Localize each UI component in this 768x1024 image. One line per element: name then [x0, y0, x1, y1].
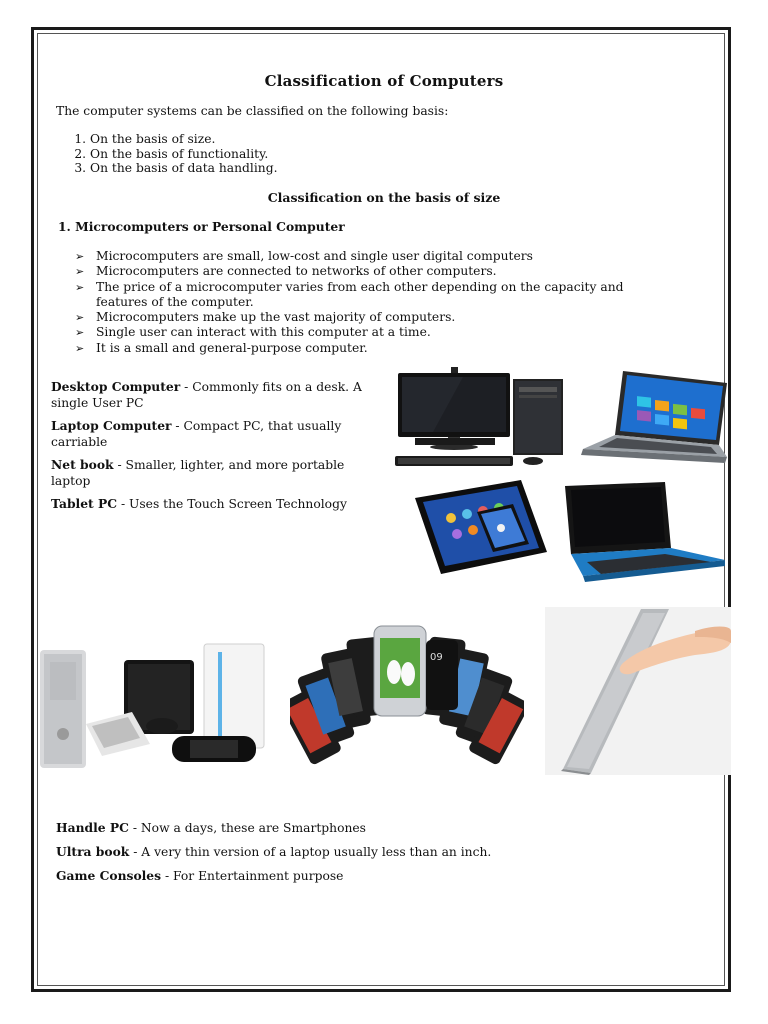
definition-handle-pc — [56, 820, 366, 835]
basis-list — [56, 132, 277, 176]
definition-desktop — [51, 379, 381, 411]
definition-term: Net book — [51, 457, 114, 472]
definition-desc: - Smaller, lighter, and more portable laptop — [51, 458, 345, 488]
section-subtitle: Classification on the basis of size — [267, 190, 501, 205]
phone-clock-text: 09 — [430, 652, 443, 663]
bullet-item — [75, 249, 675, 264]
definition-desc: - Uses the Touch Screen Technology — [117, 497, 347, 511]
laptop-image — [569, 367, 729, 477]
arrow-bullet-icon: ➢ — [75, 311, 85, 325]
bullet-text: It is a small and general-purpose computer. — [96, 340, 368, 355]
bullet-text: Microcomputers make up the vast majority of computers. — [96, 310, 456, 325]
bullet-item — [75, 280, 675, 311]
bullet-list — [75, 249, 675, 356]
intro-text: The computer systems can be classified on the following basis: — [56, 104, 449, 118]
bullet-text: Microcomputers are connected to networks of other computers. — [96, 264, 497, 279]
bullet-text: Microcomputers are small, low-cost and single user digital computers — [96, 249, 533, 263]
definition-desc: - A very thin version of a laptop usually less than an inch. — [129, 845, 492, 859]
bullet-text: Single user can interact with this computer at a time. — [96, 325, 431, 340]
bullet-item — [75, 264, 675, 279]
desktop-computer-image — [393, 367, 565, 469]
definition-term: Tablet PC — [51, 496, 118, 511]
smartphones-image — [290, 624, 524, 774]
definition-tablet — [51, 496, 381, 513]
game-consoles-image — [40, 638, 266, 772]
basis-item: 2. On the basis of functionality. — [90, 147, 277, 162]
bullet-item — [75, 310, 675, 325]
definition-ultrabook — [56, 844, 491, 859]
definition-desc: - Compact PC, that usually carriable — [51, 419, 342, 449]
definition-netbook — [51, 457, 381, 489]
section-heading: 1. Microcomputers or Personal Computer — [58, 219, 345, 234]
definition-term: Ultra book — [56, 844, 130, 859]
definition-term: Game Consoles — [56, 868, 162, 883]
definition-term: Desktop Computer — [51, 379, 181, 394]
netbook-image — [561, 480, 729, 584]
arrow-bullet-icon: ➢ — [75, 250, 85, 263]
definition-term: Laptop Computer — [51, 418, 172, 433]
bullet-item — [75, 325, 675, 340]
arrow-bullet-icon: ➢ — [75, 265, 85, 279]
arrow-bullet-icon: ➢ — [75, 341, 85, 355]
definition-game-consoles — [56, 868, 343, 883]
definition-desc: - Commonly fits on a desk. A single User PC — [51, 380, 362, 410]
definition-desc: - For Entertainment purpose — [161, 869, 344, 883]
definition-term: Handle PC — [56, 820, 129, 835]
definition-laptop — [51, 418, 381, 450]
tablet-image — [401, 478, 549, 580]
bullet-item — [75, 341, 675, 356]
page-title: Classification of Computers — [264, 72, 504, 90]
definition-desc: - Now a days, these are Smartphones — [128, 821, 366, 835]
basis-item: 3. On the basis of data handling. — [90, 161, 277, 176]
bullet-text: The price of a microcomputer varies from each other depending on the capacity and features of the computer. — [96, 279, 624, 309]
arrow-bullet-icon: ➢ — [75, 280, 85, 294]
ultrabook-image — [545, 607, 731, 775]
arrow-bullet-icon: ➢ — [75, 326, 85, 340]
basis-item: 1. On the basis of size. — [90, 132, 277, 147]
